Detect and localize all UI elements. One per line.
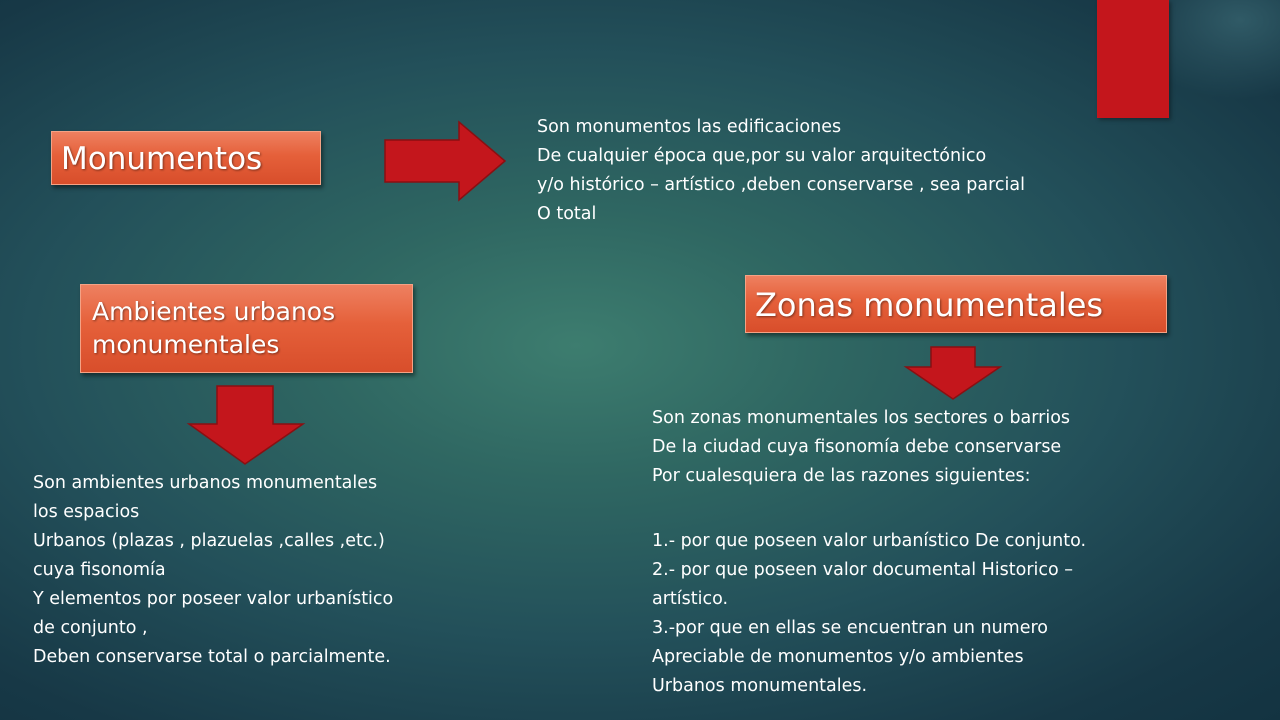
- text-line: De la ciudad cuya fisonomía debe conservarse: [652, 437, 1062, 457]
- text-line: O total: [537, 204, 597, 224]
- text-line: De cualquier época que,por su valor arquitectónico: [537, 146, 987, 166]
- monumentos-description: [537, 113, 1025, 229]
- zonas-reasons-list: [652, 527, 1086, 701]
- list-item: 3.-por que en ellas se encuentran un numero: [652, 618, 1048, 638]
- arrow-down-icon: [187, 384, 305, 466]
- text-line: Por cualesquiera de las razones siguientes:: [652, 466, 1031, 486]
- text-line: y/o histórico – artístico ,deben conservarse , sea parcial: [537, 175, 1025, 195]
- text-line: Urbanos (plazas , plazuelas ,calles ,etc.): [33, 531, 385, 551]
- zonas-title: Zonas monumentales: [755, 286, 1104, 324]
- arrow-right-icon: [383, 120, 508, 202]
- ambientes-title-line2: monumentales: [92, 330, 280, 359]
- list-item: artístico.: [652, 589, 729, 609]
- text-line: los espacios: [33, 502, 140, 522]
- zonas-title-box: [745, 275, 1167, 333]
- list-item: Urbanos monumentales.: [652, 676, 868, 696]
- accent-bar: [1097, 0, 1169, 118]
- text-line: Deben conservarse total o parcialmente.: [33, 647, 391, 667]
- arrow-down-icon: [904, 345, 1002, 401]
- text-line: Son monumentos las edificaciones: [537, 117, 842, 137]
- list-item: 1.- por que poseen valor urbanístico De conjunto.: [652, 531, 1087, 551]
- zonas-intro: [652, 404, 1070, 491]
- text-line: Son zonas monumentales los sectores o barrios: [652, 408, 1071, 428]
- list-item: Apreciable de monumentos y/o ambientes: [652, 647, 1024, 667]
- ambientes-description: [33, 469, 393, 672]
- ambientes-title-line1: Ambientes urbanos: [92, 297, 336, 326]
- monumentos-title-box: [51, 131, 321, 185]
- monumentos-title: Monumentos: [61, 141, 263, 177]
- text-line: cuya fisonomía: [33, 560, 166, 580]
- text-line: de conjunto ,: [33, 618, 148, 638]
- text-line: Son ambientes urbanos monumentales: [33, 473, 378, 493]
- list-item: 2.- por que poseen valor documental Historico –: [652, 560, 1074, 580]
- text-line: Y elementos por poseer valor urbanístico: [33, 589, 394, 609]
- ambientes-title-box: [80, 284, 413, 373]
